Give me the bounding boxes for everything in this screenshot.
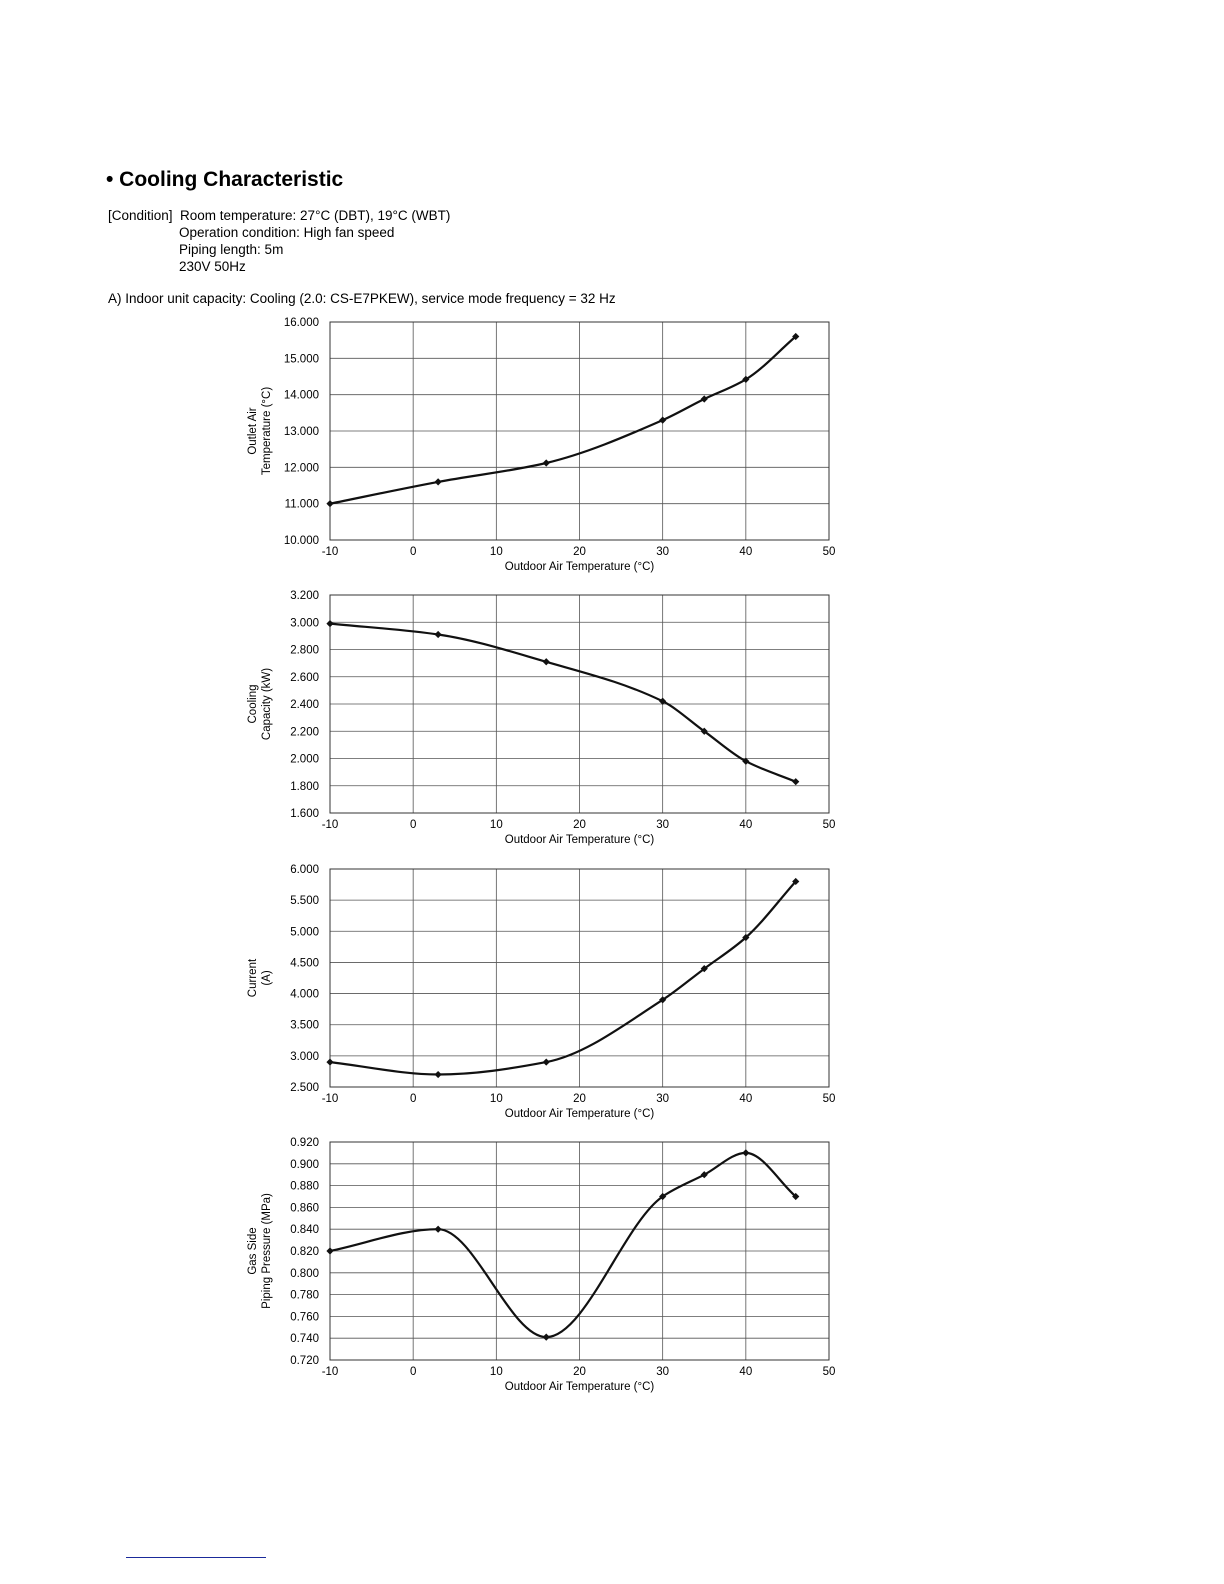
x-tick-label: 40 <box>739 1366 753 1378</box>
x-tick-label: 0 <box>409 819 417 831</box>
data-point-marker <box>435 1226 442 1233</box>
y-tick-label: 2.800 <box>290 644 319 657</box>
x-tick-label: 20 <box>573 819 586 831</box>
data-point-marker <box>543 1334 550 1341</box>
y-tick-label: 14.000 <box>283 389 319 402</box>
data-point-marker <box>792 778 799 785</box>
x-tick-label: 10 <box>489 1366 503 1378</box>
y-axis-label: Current <box>247 958 259 998</box>
y-tick-label: 16.000 <box>283 317 319 329</box>
y-tick-label: 4.500 <box>290 957 319 970</box>
y-tick-label: 5.000 <box>290 926 319 939</box>
y-tick-label: 3.000 <box>290 1050 319 1063</box>
y-tick-label: 0.720 <box>290 1355 319 1367</box>
x-tick-label: 30 <box>656 1366 670 1378</box>
data-point-marker <box>435 1071 442 1078</box>
y-axis-label: Outlet Air <box>247 407 259 455</box>
x-tick-label: 10 <box>489 546 503 558</box>
x-tick-label: -10 <box>321 1093 339 1105</box>
x-tick-label: -10 <box>321 819 339 831</box>
x-tick-label: 0 <box>409 1093 417 1105</box>
y-tick-label: 3.500 <box>290 1019 319 1032</box>
y-tick-label: 2.500 <box>290 1082 319 1094</box>
condition-line-piping-length: Piping length: 5m <box>179 242 284 257</box>
y-tick-label: 0.880 <box>290 1180 319 1193</box>
x-tick-label: 40 <box>739 546 753 558</box>
y-tick-label: 0.800 <box>290 1267 319 1280</box>
y-tick-label: 0.740 <box>290 1333 319 1346</box>
x-tick-label: -10 <box>321 546 339 558</box>
y-tick-label: 5.500 <box>290 895 319 908</box>
y-tick-label: 3.000 <box>290 617 319 630</box>
section-heading: • Cooling Characteristic <box>106 168 344 191</box>
y-tick-label: 2.200 <box>290 726 319 739</box>
x-tick-label: 20 <box>573 546 586 558</box>
x-tick-label: 40 <box>739 1093 753 1105</box>
y-tick-label: 2.400 <box>290 699 319 711</box>
x-tick-label: 20 <box>573 1093 586 1105</box>
gas-side-piping-pressure-chart <box>230 1130 850 1395</box>
x-tick-label: 50 <box>822 546 836 558</box>
condition-label: [Condition] <box>108 208 173 223</box>
x-tick-label: 10 <box>489 819 503 831</box>
y-axis-label: Piping Pressure (MPa) <box>261 1193 273 1309</box>
x-tick-label: 0 <box>409 546 417 558</box>
y-tick-label: 0.860 <box>290 1202 319 1215</box>
x-axis-label: Outdoor Air Temperature (°C) <box>504 1108 655 1120</box>
x-tick-label: 50 <box>822 1366 836 1378</box>
y-tick-label: 0.920 <box>290 1137 319 1149</box>
y-tick-label: 0.900 <box>290 1158 319 1171</box>
x-tick-label: 10 <box>489 1093 503 1105</box>
x-tick-label: 30 <box>656 819 670 831</box>
x-tick-label: 30 <box>656 1093 670 1105</box>
series-line <box>330 337 796 504</box>
y-tick-label: 11.000 <box>284 498 319 511</box>
data-point-marker <box>326 500 333 507</box>
y-tick-label: 1.600 <box>290 808 319 820</box>
data-point-marker <box>326 1247 333 1254</box>
chart-group-subtitle: A) Indoor unit capacity: Cooling (2.0: CS-E7PKEW), service mode frequency = 32 Hz <box>108 291 616 306</box>
data-point-marker <box>435 631 442 638</box>
x-axis-label: Outdoor Air Temperature (°C) <box>504 1381 655 1393</box>
y-axis-label: (A) <box>261 970 273 986</box>
x-tick-label: -10 <box>321 1366 339 1378</box>
cooling-capacity-chart <box>230 583 850 848</box>
y-tick-label: 6.000 <box>290 864 319 876</box>
condition-line-power-supply: 230V 50Hz <box>179 259 246 274</box>
x-tick-label: 30 <box>656 546 670 558</box>
data-point-marker <box>543 658 550 665</box>
data-point-marker <box>326 620 333 627</box>
y-tick-label: 15.000 <box>283 353 319 366</box>
data-point-marker <box>435 478 442 485</box>
outlet-air-temperature-chart <box>230 310 850 575</box>
y-tick-label: 13.000 <box>283 426 319 438</box>
y-tick-label: 0.820 <box>290 1246 319 1258</box>
footer-rule <box>126 1557 266 1558</box>
y-tick-label: 2.600 <box>290 671 319 684</box>
y-tick-label: 3.200 <box>290 590 319 602</box>
current-chart <box>230 857 850 1122</box>
series-line <box>330 882 796 1075</box>
y-tick-label: 12.000 <box>283 462 319 475</box>
condition-line-operation: Operation condition: High fan speed <box>179 225 395 240</box>
y-tick-label: 1.800 <box>290 780 319 793</box>
y-tick-label: 0.840 <box>290 1224 319 1237</box>
x-tick-label: 40 <box>739 819 753 831</box>
data-point-marker <box>701 395 708 402</box>
y-axis-label: Temperature (°C) <box>261 386 273 476</box>
series-line <box>330 624 796 782</box>
condition-line-room-temperature: Room temperature: 27°C (DBT), 19°C (WBT) <box>180 208 451 223</box>
y-tick-label: 0.780 <box>290 1289 319 1302</box>
x-axis-label: Outdoor Air Temperature (°C) <box>504 561 655 573</box>
x-tick-label: 50 <box>822 819 836 831</box>
data-point-marker <box>543 1058 550 1065</box>
x-tick-label: 50 <box>822 1093 836 1105</box>
data-point-marker <box>326 1058 333 1065</box>
data-point-marker <box>742 1149 749 1156</box>
y-axis-label: Cooling <box>247 684 259 724</box>
y-tick-label: 4.000 <box>290 988 319 1001</box>
y-axis-label: Capacity (kW) <box>261 667 273 741</box>
data-point-marker <box>659 417 666 424</box>
x-axis-label: Outdoor Air Temperature (°C) <box>504 834 655 846</box>
x-tick-label: 0 <box>409 1366 417 1378</box>
y-tick-label: 0.760 <box>290 1311 319 1324</box>
data-point-marker <box>543 459 550 466</box>
y-tick-label: 10.000 <box>283 535 319 547</box>
y-axis-label: Gas Side <box>247 1227 259 1275</box>
x-tick-label: 20 <box>573 1366 586 1378</box>
y-tick-label: 2.000 <box>290 753 319 766</box>
series-line <box>330 1153 796 1337</box>
